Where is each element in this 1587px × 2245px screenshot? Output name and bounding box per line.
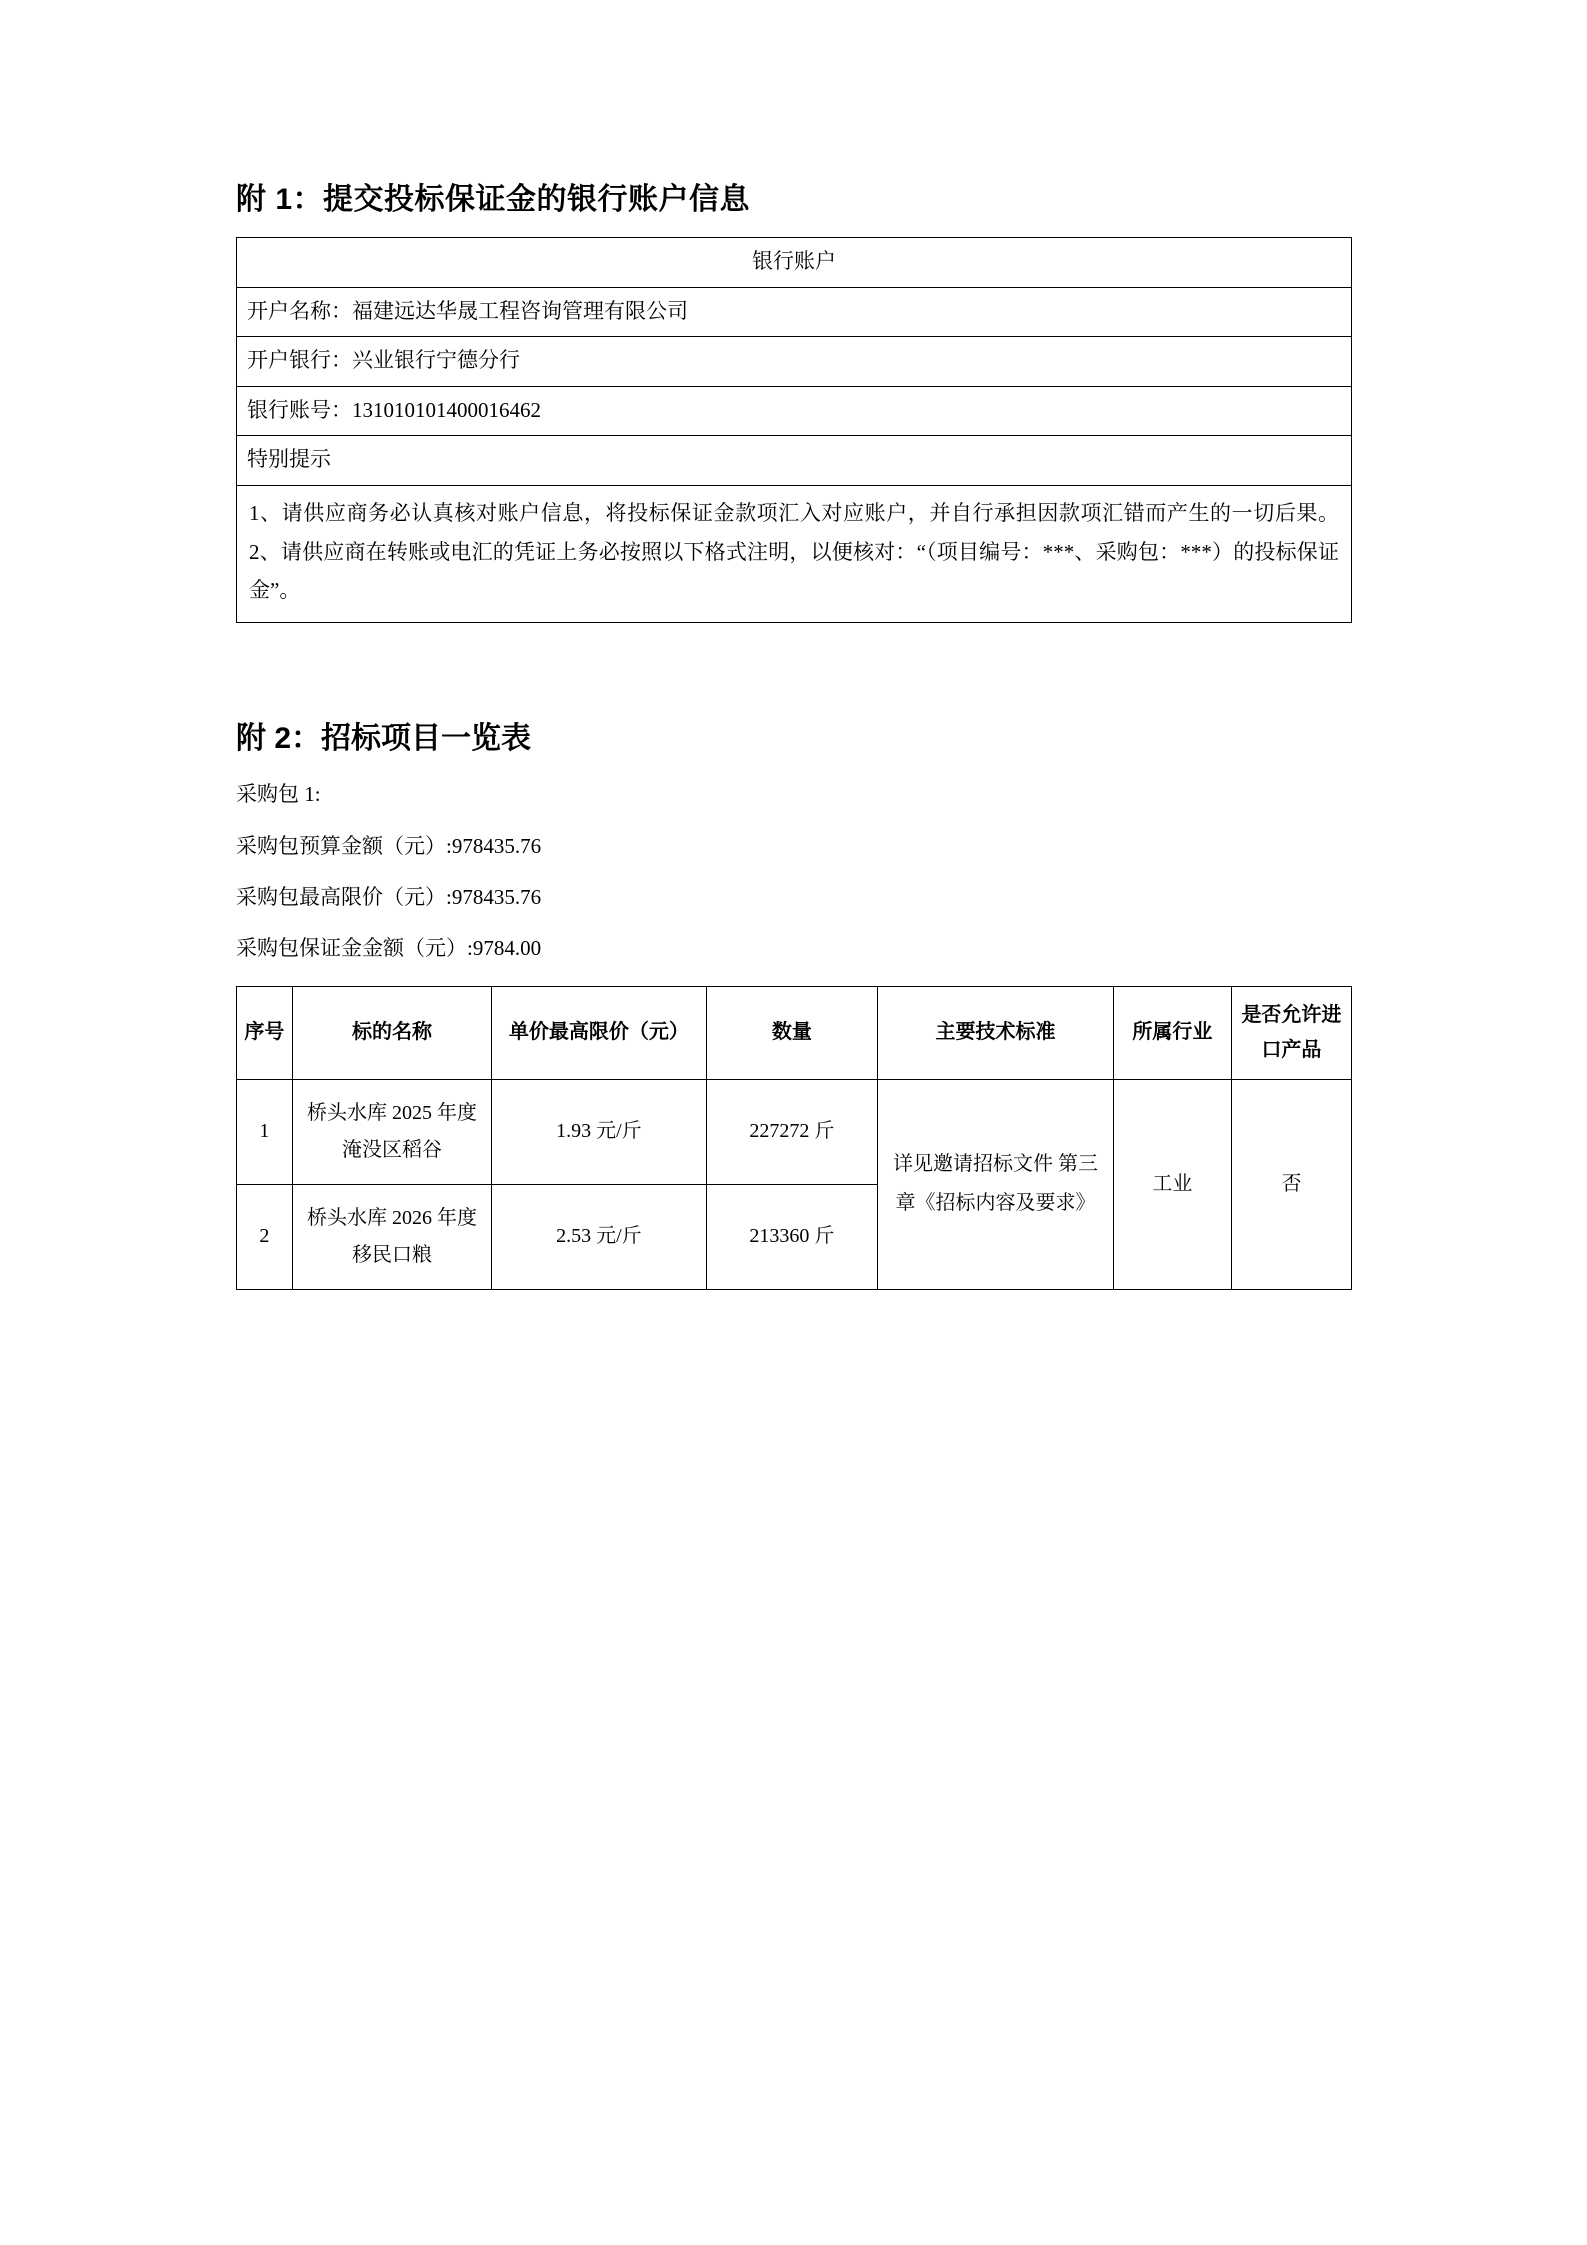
item-name: 桥头水库 2026 年度移民口粮	[292, 1184, 491, 1289]
col-header-tech-standard: 主要技术标准	[878, 986, 1114, 1079]
package-budget: 采购包预算金额（元）:978435.76	[236, 833, 542, 858]
package-label: 采购包 1:	[236, 782, 321, 807]
col-header-quantity: 数量	[706, 986, 878, 1079]
item-unit-price: 2.53 元/斤	[492, 1184, 706, 1289]
document-content	[236, 180, 1352, 1290]
table-row	[237, 485, 1352, 623]
bank-account-number: 银行账号：131010101400016462	[237, 386, 1352, 436]
item-industry: 工业	[1113, 1079, 1231, 1289]
tender-items-table	[236, 986, 1352, 1290]
package-deposit: 采购包保证金金额（元）:9784.00	[236, 936, 542, 961]
col-header-industry: 所属行业	[1113, 986, 1231, 1079]
table-row	[237, 287, 1352, 337]
item-unit-price: 1.93 元/斤	[492, 1079, 706, 1184]
section-spacer	[236, 623, 1352, 719]
table-row	[237, 386, 1352, 436]
table-row	[237, 436, 1352, 486]
package-max-price: 采购包最高限价（元）:978435.76	[236, 885, 542, 910]
special-notice-label: 特别提示	[237, 436, 1352, 486]
item-import-allowed: 否	[1231, 1079, 1351, 1289]
row-index: 1	[237, 1079, 293, 1184]
bank-name: 开户银行：兴业银行宁德分行	[237, 337, 1352, 387]
table-row	[237, 238, 1352, 288]
item-quantity: 227272 斤	[706, 1079, 878, 1184]
col-header-name: 标的名称	[292, 986, 491, 1079]
row-index: 2	[237, 1184, 293, 1289]
table-header-row	[237, 986, 1352, 1079]
attachment2-heading: 附 2：招标项目一览表	[236, 722, 532, 756]
table-row	[237, 1079, 1352, 1184]
item-name: 桥头水库 2025 年度淹没区稻谷	[292, 1079, 491, 1184]
bank-account-table	[236, 237, 1352, 623]
item-quantity: 213360 斤	[706, 1184, 878, 1289]
col-header-index: 序号	[237, 986, 293, 1079]
bank-table-title: 银行账户	[237, 238, 1352, 288]
bank-account-name: 开户名称：福建远达华晟工程咨询管理有限公司	[237, 287, 1352, 337]
col-header-unit-price: 单价最高限价（元）	[492, 986, 706, 1079]
table-row	[237, 337, 1352, 387]
special-notice-text: 1、请供应商务必认真核对账户信息，将投标保证金款项汇入对应账户，并自行承担因款项汇错而产生的一切后果。 2、请供应商在转账或电汇的凭证上务必按照以下格式注明，以便核对：“（项目编号：***、采购包：***）的投标保证金”。	[237, 485, 1352, 623]
attachment1-heading: 附 1：提交投标保证金的银行账户信息	[236, 183, 751, 216]
item-tech-standard: 详见邀请招标文件 第三章《招标内容及要求》	[878, 1079, 1114, 1289]
col-header-import-allowed: 是否允许进口产品	[1231, 986, 1351, 1079]
